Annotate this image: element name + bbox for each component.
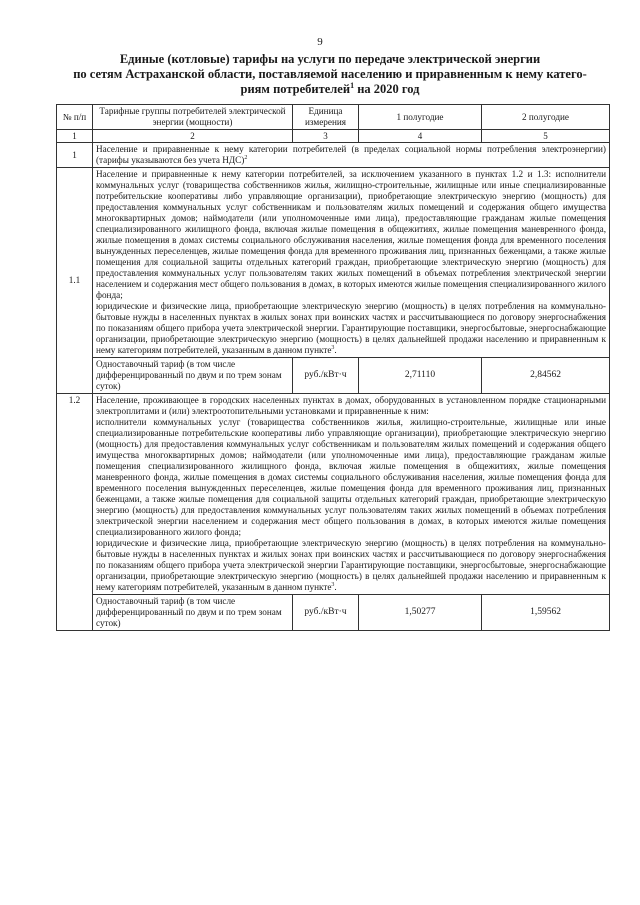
table-row xyxy=(57,168,610,358)
row-num: 1 xyxy=(57,143,93,168)
unit-cell: руб./кВт·ч xyxy=(293,358,359,394)
row-num: 1.1 xyxy=(57,168,93,394)
table-row xyxy=(57,143,610,168)
row-description: Население и приравненные к нему категории потребителей, за исключением указанного в пунктах 1.2 и 1.3: исполнители коммунальных услуг (товарищества собственников жилья, жилищно-строительные, жилищные или иные специализированные потребительские кооперативы либо управляющие организации), приобретающие электрическую энергию (мощность) для предоставления коммунальных услуг собственникам и пользователям жилых помещений и содержания общего имущества многоквартирных домов; наймодатели (или уполномоченные ими лица), предоставляющие гражданам жилые помещения специализированного жилищного фонда, включая жилые помещения в общежитиях, жилые помещения маневренного фонда, жилые помещения в домах системы социального обслуживания населения, жилые помещения фонда для временного поселения вынужденных переселенцев, жилые помещения фонда для временного проживания лиц, признанных беженцами, а также жилые помещения для социальной защиты отдельных категорий граждан, приобретающие электрическую энергию (мощность) для предоставления коммунальных услуг пользователям таких жилых помещений в объемах потребления электрической энергии населением и содержания мест общего пользования в домах, в которых имеются жилые помещения специализированного жилого фонда; юридические и физические лица, приобретающие электрическую энергию (мощность) в целях потребления на коммунально-бытовые нужды в населенных пунктах в жилых зонах при воинских частях и рассчитывающиеся по договору энергоснабжения по показаниям общего прибора учета электрической энергии. Гарантирующие поставщики, энергосбытовые, энергоснабжающие организации, приобретающие электрическую энергию (мощность) в целях дальнейшей продажи населению и приравненным к нему категориям потребителей, указанным в данном пункте$^3$. xyxy=(93,168,610,358)
title-line-3: риям потребителей$^1$ на 2020 год xyxy=(240,80,420,96)
col-number: 5 xyxy=(482,130,610,143)
title-line-2: по сетям Астраханской области, поставляемой населению и приравненным к нему катего- xyxy=(73,67,587,81)
col-number: 2 xyxy=(93,130,293,143)
header-num: № п/п xyxy=(57,105,93,130)
header-half1: 1 полугодие xyxy=(359,105,482,130)
column-number-row xyxy=(57,130,610,143)
table-row xyxy=(57,394,610,595)
header-unit: Единица измерения xyxy=(293,105,359,130)
row-num: 1.2 xyxy=(57,394,93,631)
value-half1: 2,71110 xyxy=(359,358,482,394)
tariff-label: Одноставочный тариф (в том числе дифференцированный по двум и по трем зонам суток) xyxy=(93,595,293,631)
value-half2: 1,59562 xyxy=(482,595,610,631)
row-description: Население, проживающее в городских населенных пунктах в домах, оборудованных в установленном порядке стационарными электроплитами и (или) электроотопительными установками и приравненные к ним: исполнители коммунальных услуг (товарищества собственников жилья, жилищно-строительные, жилищные или иные специализированные потребительские кооперативы либо управляющие организации), приобретающие электрическую энергию (мощность) для предоставления коммунальных услуг собственникам и пользователям жилых помещений и содержания общего имущества многоквартирных домов; наймодатели (или уполномоченные ими лица), предоставляющие гражданам жилые помещения специализированного жилищного фонда, включая жилые помещения в общежитиях, жилые помещения маневренного фонда, жилые помещения в домах системы социального обслуживания населения, жилые помещения фонда для временного поселения вынужденных переселенцев, жилые помещения фонда для временного проживания лиц, признанных беженцами, а также жилые помещения для социальной защиты отдельных категорий граждан, приобретающие электрическую энергию (мощность) для предоставления коммунальных услуг пользователям таких жилых помещений в объемах потребления электрической энергии населением и содержания мест общего пользования в домах, в которых имеются жилые помещения специализированного жилого фонда; юридические и физические лица, приобретающие электрическую энергию (мощность) в целях потребления на коммунально-бытовые нужды в населенных пунктах и жилых зонах при воинских частях и рассчитывающиеся по договору энергоснабжения по показаниям общего прибора учета электрической энергии Гарантирующие поставщики, энергосбытовые, энергоснабжающие организации, приобретающие электрическую энергию (мощность) в целях дальнейшей продажи населению и приравненным к нему категориям потребителей, указанным в данном пункте$^3$. xyxy=(93,394,610,595)
value-half2: 2,84562 xyxy=(482,358,610,394)
unit-cell: руб./кВт·ч xyxy=(293,595,359,631)
page-number: 9 xyxy=(317,36,323,48)
document-title xyxy=(40,52,620,97)
tariff-value-row xyxy=(57,358,610,394)
tariff-label: Одноставочный тариф (в том числе дифференцированный по двум и по трем зонам суток) xyxy=(93,358,293,394)
value-half1: 1,50277 xyxy=(359,595,482,631)
tariff-value-row xyxy=(57,595,610,631)
row-description: Население и приравненные к нему категории потребителей (в пределах социальной нормы потребления электроэнергии) (тарифы указываются без учета НДС)$^2$ xyxy=(93,143,610,168)
header-half2: 2 полугодие xyxy=(482,105,610,130)
col-number: 1 xyxy=(57,130,93,143)
title-line-1: Единые (котловые) тарифы на услуги по передаче электрической энергии xyxy=(119,52,541,66)
col-number: 3 xyxy=(293,130,359,143)
tariff-table xyxy=(56,104,610,631)
header-group: Тарифные группы потребителей электрической энергии (мощности) xyxy=(93,105,293,130)
col-number: 4 xyxy=(359,130,482,143)
table-header-row xyxy=(57,105,610,130)
